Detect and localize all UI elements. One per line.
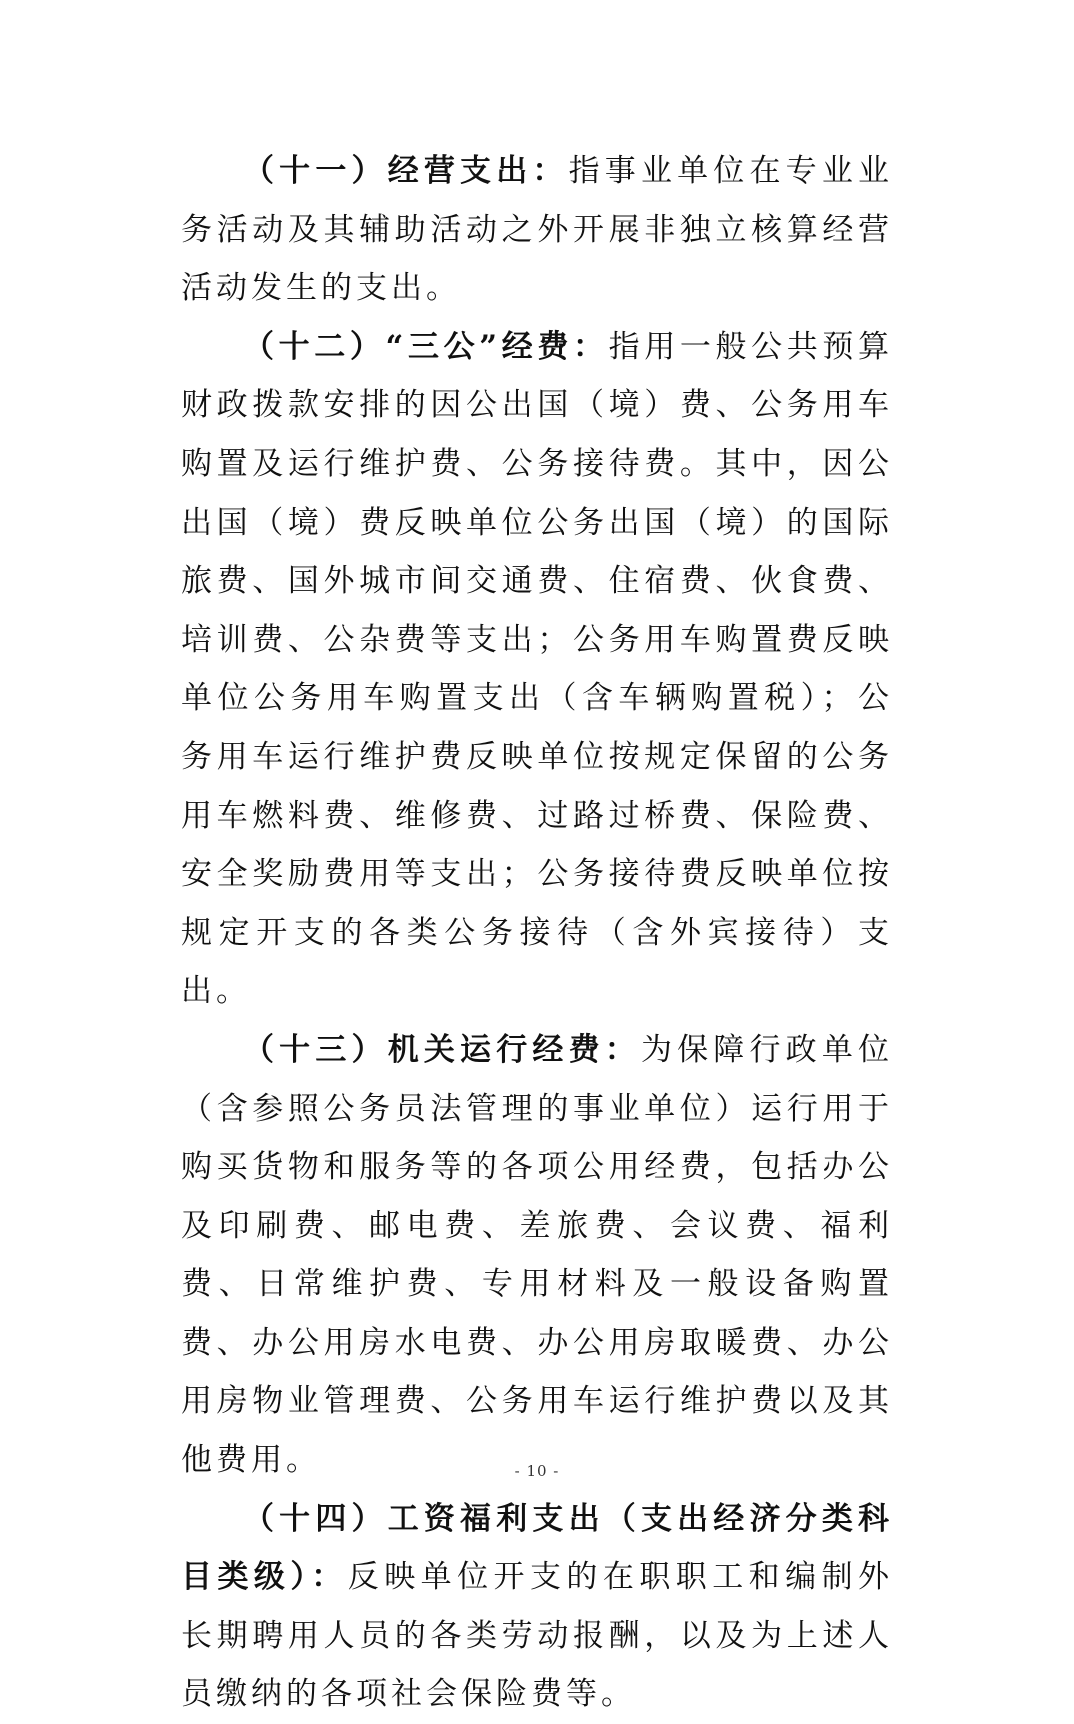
definition-operating-expenditure: 指事业单位在专业业务活动及其辅助活动之外开展非独立核算经营活动发生的支出。 xyxy=(181,153,894,307)
term-operating-expenditure: （十一）经营支出： xyxy=(243,153,569,189)
paragraph-operating-expenditure xyxy=(181,142,893,318)
definition-three-public-expenses: 指用一般公共预算财政拨款安排的因公出国（境）费、公务用车购置及运行维护费、公务接待费。其中，因公出国（境）费反映单位公务出国（境）的国际旅费、国外城市间交通费、住宿费、伙食费、培训费、公杂费等支出；公务用车购置费反映单位公务用车购置支出（含车辆购置税）；公务用车运行维护费反映单位按规定保留的公务用车燃料费、维修费、过路过桥费、保险费、安全奖励费用等支出；公务接待费反映单位按规定开支的各类公务接待（含外宾接待）支出。 xyxy=(181,328,893,1010)
definition-agency-operating-funds: 为保障行政单位（含参照公务员法管理的事业单位）运行用于购买货物和服务等的各项公用经费，包括办公及印刷费、邮电费、差旅费、会议费、福利费、日常维护费、专用材料及一般设备购置费、办公用房水电费、办公用房取暖费、办公用房物业管理费、公务用车运行维护费以及其他费用。 xyxy=(181,1031,894,1479)
paragraph-agency-operating-funds xyxy=(181,1021,893,1490)
term-agency-operating-funds: （十三）机关运行经费： xyxy=(243,1031,641,1068)
term-wage-welfare-expenditure: （十四）工资福利支出（支出经济分类科目类级）： xyxy=(181,1500,893,1596)
paragraph-three-public-expenses xyxy=(181,318,893,1021)
term-three-public-expenses: （十二）“三公”经费： xyxy=(243,328,609,365)
document-body xyxy=(181,142,893,1724)
page-number: - 10 - xyxy=(514,1462,560,1480)
paragraph-wage-welfare-expenditure xyxy=(181,1490,893,1724)
definition-wage-welfare-expenditure: 反映单位开支的在职职工和编制外长期聘用人员的各类劳动报酬，以及为上述人员缴纳的各项社会保险费等。 xyxy=(181,1559,894,1713)
